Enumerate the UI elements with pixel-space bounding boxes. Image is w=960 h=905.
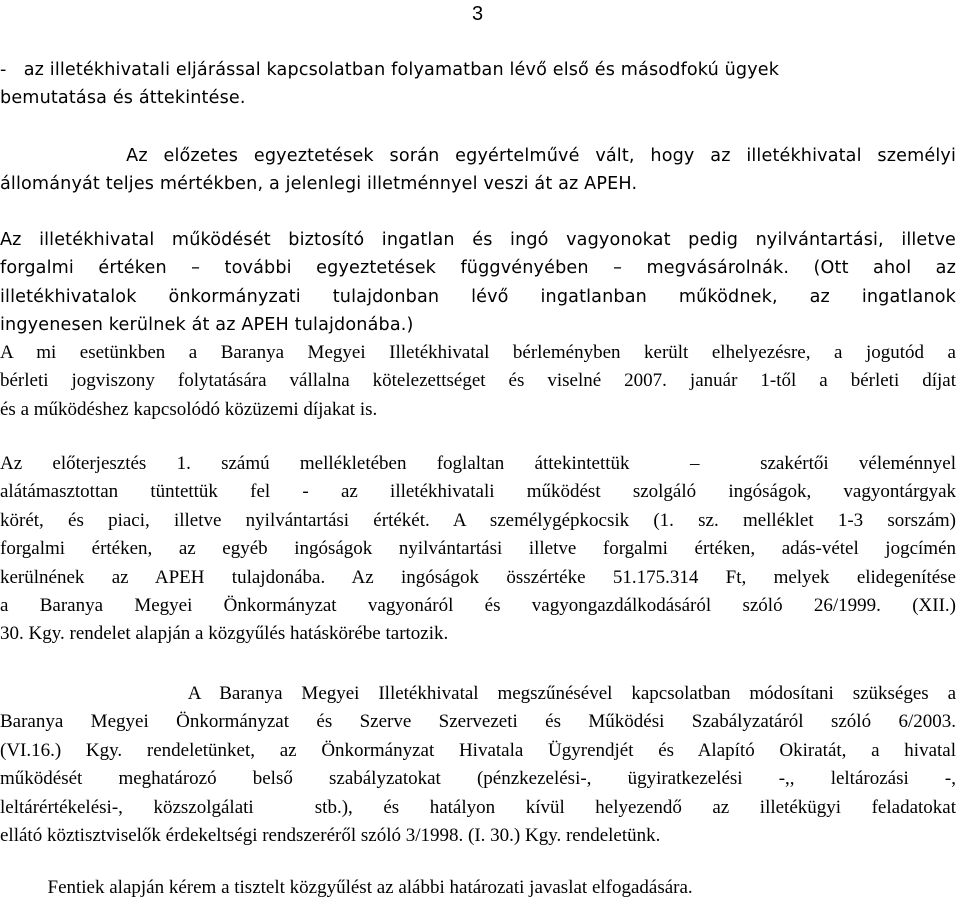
paragraph-5-line-3: körét, és piaci, illetve nyilvántartási értékét. A személygépkocsik (1. sz. melléklet 1-3 sorszám) xyxy=(0,510,956,531)
paragraph-3-line-4: ingyenesen kerülnek át az APEH tulajdonába.) xyxy=(0,315,414,335)
paragraph-2-line-2: állományát teljes mértékben, a jelenlegi illetménnyel veszi át az APEH. xyxy=(0,174,638,194)
page-number: 3 xyxy=(472,3,484,25)
paragraph-4-line-1: A mi esetünkben a Baranya Megyei Illetékhivatal bérleményben került elhelyezésre, a jogutód a xyxy=(0,342,956,363)
paragraph-6-line-5: leltárértékelési-, közszolgálati stb.), és hatályon kívül helyezendő az illetékügyi feladatokat xyxy=(0,797,956,818)
paragraph-5-line-7: 30. Kgy. rendelet alapján a közgyűlés hatáskörébe tartozik. xyxy=(0,623,449,644)
paragraph-3-line-3: illetékhivatalok önkormányzati tulajdonban lévő ingatlanban működnek, az ingatlanok xyxy=(0,287,956,307)
paragraph-2-line-1: Az előzetes egyeztetések során egyértelművé vált, hogy az illetékhivatal személyi xyxy=(0,146,956,166)
paragraph-6-line-2: Baranya Megyei Önkormányzat és Szerve Szervezeti és Működési Szabályzatáról szóló 6/2003. xyxy=(0,711,956,732)
paragraph-5-line-5: kerülnének az APEH tulajdonába. Az ingóságok összértéke 51.175.314 Ft, melyek elidegenítése xyxy=(0,567,956,588)
paragraph-6-line-1: A Baranya Megyei Illetékhivatal megszűnésével kapcsolatban módosítani szükséges a xyxy=(0,683,956,704)
paragraph-6-line-4: működését meghatározó belső szabályzatokat (pénzkezelési-, ügyiratkezelési -,, leltározási -, xyxy=(0,768,956,789)
paragraph-6-line-3: (VI.16.) Kgy. rendeletünket, az Önkormányzat Hivatala Ügyrendjét és Alapító Okiratát, a hivatal xyxy=(0,740,956,761)
paragraph-7-line-1: Fentiek alapján kérem a tisztelt közgyűlést az alábbi határozati javaslat elfogadására. xyxy=(0,877,693,898)
paragraph-5-line-4: forgalmi értéken, az egyéb ingóságok nyilvántartási illetve forgalmi értéken, adás-vétel jogcímén xyxy=(0,538,956,559)
paragraph-5-line-1: Az előterjesztés 1. számú mellékletében foglaltan áttekintettük – szakértői véleménnyel xyxy=(0,453,956,474)
paragraph-5-line-2: alátámasztottan tüntettük fel - az illetékhivatali működést szolgáló ingóságok, vagyontárgyak xyxy=(0,481,956,502)
paragraph-3-line-2: forgalmi értéken – további egyeztetések függvényében – megvásárolnák. (Ott ahol az xyxy=(0,258,956,278)
paragraph-1-line-1: - az illetékhivatali eljárással kapcsolatban folyamatban lévő első és másodfokú ügyek xyxy=(0,60,780,80)
paragraph-1-line-2: bemutatása és áttekintése. xyxy=(0,88,246,108)
paragraph-4-line-3: és a működéshez kapcsolódó közüzemi díjakat is. xyxy=(0,399,378,420)
paragraph-3-line-1: Az illetékhivatal működését biztosító ingatlan és ingó vagyonokat pedig nyilvántartási, illetve xyxy=(0,230,956,250)
paragraph-6-line-6: ellátó köztisztviselők érdekeltségi rendszeréről szóló 3/1998. (I. 30.) Kgy. rendeletünk. xyxy=(0,825,661,846)
paragraph-5-line-6: a Baranya Megyei Önkormányzat vagyonáról és vagyongazdálkodásáról szóló 26/1999. (XII.) xyxy=(0,595,956,616)
paragraph-4-line-2: bérleti jogviszony folytatására vállalna kötelezettséget és viselné 2007. január 1-től a bérleti díjat xyxy=(0,370,956,391)
